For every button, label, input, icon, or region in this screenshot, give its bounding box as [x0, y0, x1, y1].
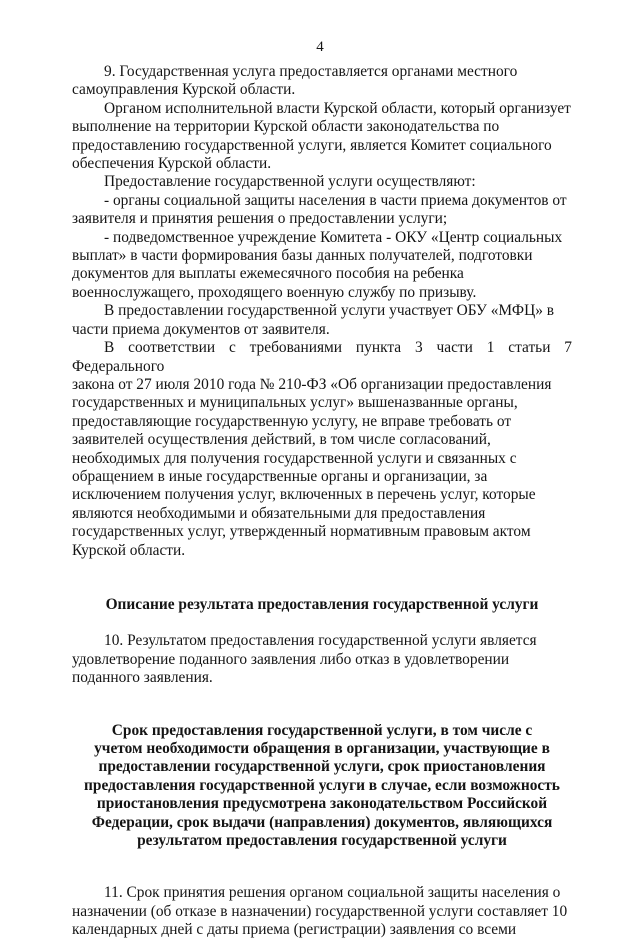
paragraph-mfc: В предоставлении государственной услуги участвует ОБУ «МФЦ» в части приема документов от заявителя.: [72, 302, 555, 338]
paragraph-10: 10. Результатом предоставления государственной услуги является удовлетворение поданного заявления либо отказ в удовлетворении поданного заявления.: [72, 632, 537, 687]
paragraph-providers-intro: Предоставление государственной услуги осуществляют:: [104, 173, 476, 191]
paragraph-9: 9. Государственная услуга предоставляется органами местного самоуправления Курской области.: [72, 63, 518, 99]
paragraph-11: 11. Срок принятия решения органом социальной защиты населения о назначении (об отказе в назначении) государственной услуги составляет 10 календарных дней с даты приема (регистрации) заявления со всеми: [72, 884, 568, 939]
section-heading-term: Срок предоставления государственной услуги, в том числе с учетом необходимости обращения в организации, участвующие в предоставлении государственной услуги, срок приостановления предоставления государственной услуги в случае, если возможность приостановления предусмотрена законодательством Российской Федерации, срок выдачи (направления) документов, являющихся результатом предоставления государственной услуги: [84, 721, 560, 850]
page-number: 4: [316, 39, 324, 55]
document-body: [72, 63, 572, 940]
list-item-payment-center: - подведомственное учреждение Комитета - ОКУ «Центр социальных выплат» в части формирования базы данных получателей, подготовки документов для выплаты ежемесячного пособия на ребенка военнослужащего, проходящего военную службу по призыву.: [72, 228, 563, 301]
paragraph-executive-authority: Органом исполнительной власти Курской области, который организует выполнение на территории Курской области законодательства по предоставлению государственной услуги, является Комитет социального обеспечения Курской области.: [72, 99, 571, 173]
list-item-social-protection: - органы социальной защиты населения в части приема документов от заявителя и принятия решения о предоставлении услуги;: [72, 191, 567, 228]
section-heading-result: Описание результата предоставления государственной услуги: [105, 595, 539, 613]
paragraph-federal-law: В соответствии с требованиями пункта 3 части 1 статьи 7 Федерального закона от 27 июля 2010 года № 210-ФЗ «Об организации предоставления государственных и муниципальных услуг» вышеназванные органы, предоставляющие государственную услугу, не вправе требовать от заявителей осуществления действий, в том числе согласований, необходимых для получения государственной услуги и связанных с обращением в иные государственные органы и организации, за исключением получения услуг, включенных в перечень услуг, которые являются необходимыми и обязательными для предоставления государственных услуг, утвержденный нормативным правовым актом Курской области.: [72, 339, 572, 559]
